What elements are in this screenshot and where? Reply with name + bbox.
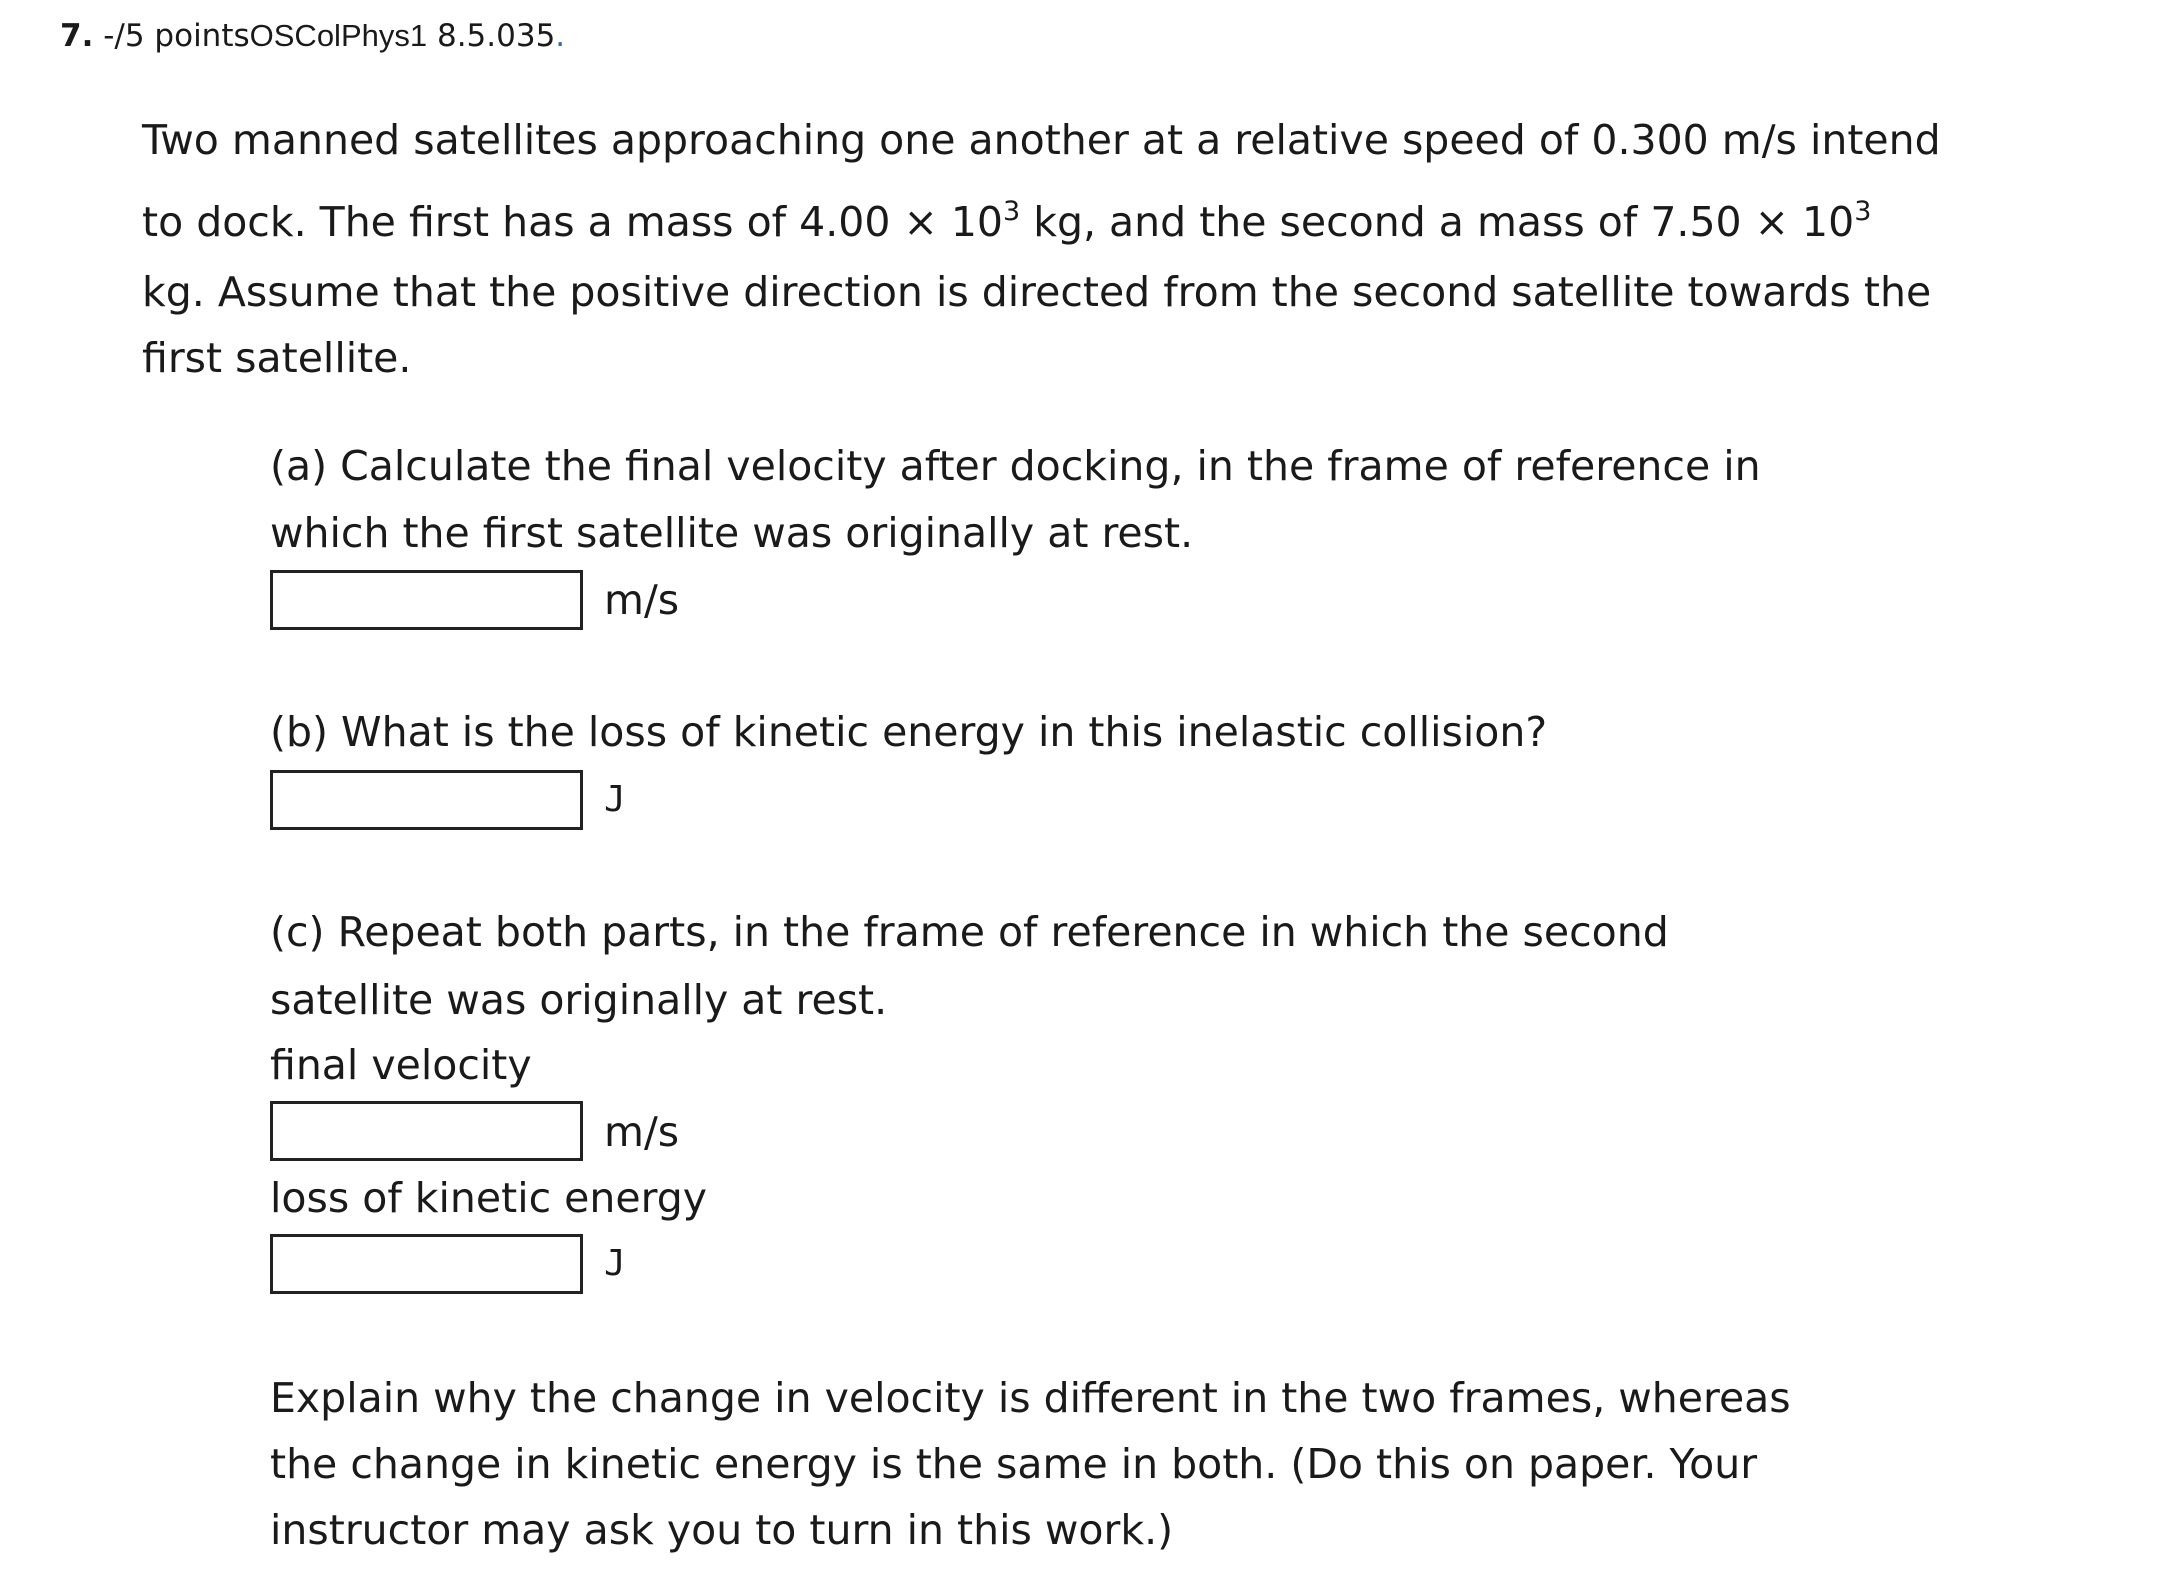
question-header xyxy=(60,18,565,54)
explain-line-1: Explain why the change in velocity is different in the two frames, whereas xyxy=(270,1374,1791,1422)
question-number: 7. xyxy=(60,18,94,54)
problem-line-3: kg. Assume that the positive direction is directed from the second satellite towards the xyxy=(142,268,1932,316)
part-c-line-1: (c) Repeat both parts, in the frame of reference in which the second xyxy=(270,908,1669,956)
part-b-answer-input[interactable] xyxy=(270,770,583,830)
problem-line-2-a: to dock. The first has a mass of 4.00 × 10 xyxy=(142,198,1003,246)
part-c-energy-label: loss of kinetic energy xyxy=(270,1174,708,1222)
part-c-line-2: satellite was originally at rest. xyxy=(270,976,888,1024)
explain-line-3: instructor may ask you to turn in this work.) xyxy=(270,1506,1174,1554)
question-points: -/5 points xyxy=(103,18,250,54)
part-c-energy-unit: J xyxy=(604,1243,626,1284)
exponent-1: 3 xyxy=(1003,196,1021,227)
exponent-2: 3 xyxy=(1854,196,1872,227)
part-b-line-1: (b) What is the loss of kinetic energy in this inelastic collision? xyxy=(270,708,1548,756)
part-c-velocity-input[interactable] xyxy=(270,1101,583,1161)
part-c-velocity-label: final velocity xyxy=(270,1041,532,1089)
part-c-energy-input[interactable] xyxy=(270,1234,583,1294)
question-source: OSColPhys1 xyxy=(249,18,428,53)
explain-line-2: the change in kinetic energy is the same in both. (Do this on paper. Your xyxy=(270,1440,1758,1488)
header-dot: . xyxy=(555,18,566,54)
part-c-velocity-unit: m/s xyxy=(604,1108,680,1156)
part-a-unit: m/s xyxy=(604,576,680,624)
part-a-answer-input[interactable] xyxy=(270,570,583,630)
problem-line-4: first satellite. xyxy=(142,334,412,382)
problem-line-2-c: kg, and the second a mass of 7.50 × 10 xyxy=(1020,198,1855,246)
problem-line-2 xyxy=(142,196,1872,246)
problem-line-1: Two manned satellites approaching one another at a relative speed of 0.300 m/s intend xyxy=(142,116,1941,164)
part-a-line-2: which the first satellite was originally at rest. xyxy=(270,509,1194,557)
question-code: 8.5.035 xyxy=(436,18,556,54)
part-b-unit: J xyxy=(604,779,626,820)
part-a-line-1: (a) Calculate the final velocity after docking, in the frame of reference in xyxy=(270,442,1761,490)
